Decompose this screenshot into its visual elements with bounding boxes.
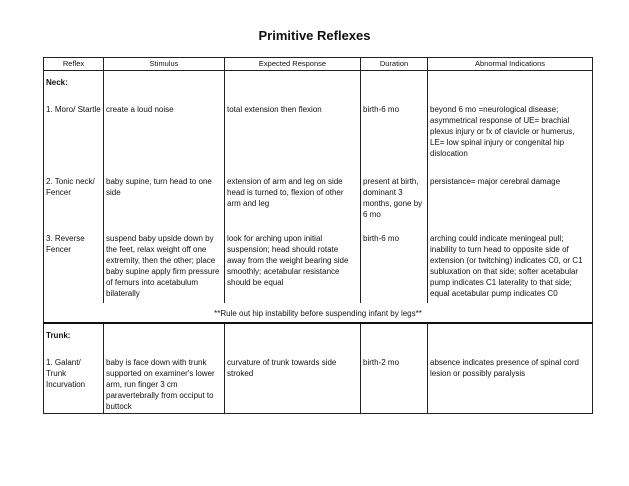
reflex-cell: 2. Tonic neck/ Fencer [44,164,104,221]
note-row [44,303,593,323]
header-duration: Duration [361,58,428,71]
abnormal-cell: persistance= major cerebral damage [428,164,593,221]
stimulus-cell: baby is face down with trunk supported on examiner's lower arm, run finger 3 cm paravertebrally from occiput to buttock [104,345,225,414]
duration-cell: present at birth, dominant 3 months, gone by 6 mo [361,164,428,221]
reflex-cell: 1. Galant/ Trunk Incurvation [44,345,104,414]
abnormal-cell: beyond 6 mo =neurological disease; asymmetrical response of UE= brachial plexus injury or fx of clavicle or humerus, LE= low spinal injury or congenital hip dislocation [428,92,593,164]
section-label-trunk: Trunk: [44,323,104,345]
response-cell: curvature of trunk towards side stroked [225,345,361,414]
hip-instability-note: **Rule out hip instability before suspending infant by legs** [44,303,593,323]
response-cell: extension of arm and leg on side head is turned to, flexion of other arm and leg [225,164,361,221]
stimulus-cell: create a loud noise [104,92,225,164]
response-cell: total extension then flexion [225,92,361,164]
duration-cell: birth-6 mo [361,92,428,164]
section-label-neck: Neck: [44,71,104,93]
section-trunk [44,323,593,345]
response-cell: look for arching upon initial suspension; head should rotate away from the weight bearing side smoothly; acetabular resistance should be equal [225,221,361,303]
abnormal-cell: absence indicates presence of spinal cord lesion or possibly paralysis [428,345,593,414]
duration-cell: birth-6 mo [361,221,428,303]
page-title: Primitive Reflexes [258,28,371,43]
table-header-row [44,58,593,71]
table-row-moro [44,92,593,164]
duration-cell: birth-2 mo [361,345,428,414]
reflex-table [43,57,593,414]
abnormal-cell: arching could indicate meningeal pull; inability to turn head to opposite side of extension (or twitching) indicates C0, or C1 subluxation on that side; softer acetabular pump indicates C1 laterality to that side; equal acetabular pump indicates C0 [428,221,593,303]
stimulus-cell: suspend baby upside down by the feet, relax weight off one extremity, then the other; place baby supine apply firm pressure of femurs into acetabulum bilaterally [104,221,225,303]
section-neck [44,71,593,93]
header-expected-response: Expected Response [225,58,361,71]
header-stimulus: Stimulus [104,58,225,71]
table-row-reverse-fencer [44,221,593,303]
header-reflex: Reflex [44,58,104,71]
table-row-tonic-neck [44,164,593,221]
reflex-cell: 1. Moro/ Startle [44,92,104,164]
header-abnormal-indications: Abnormal Indications [428,58,593,71]
table-row-galant [44,345,593,414]
stimulus-cell: baby supine, turn head to one side [104,164,225,221]
reflex-cell: 3. Reverse Fencer [44,221,104,303]
